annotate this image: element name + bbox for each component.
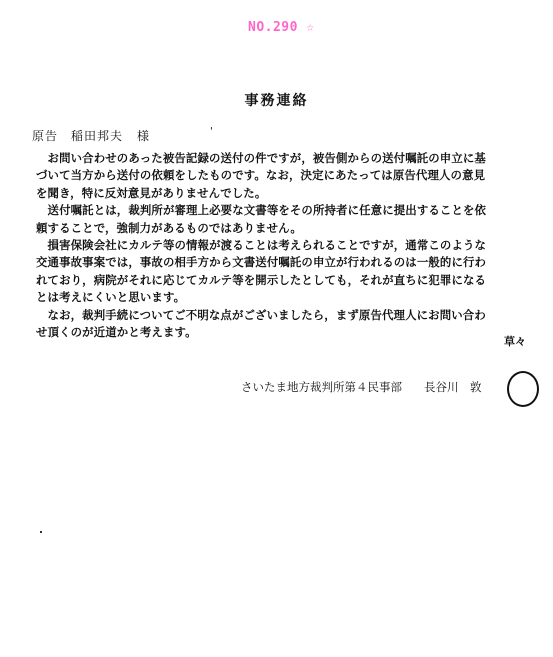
speck-mark: [40, 531, 42, 533]
closing-salutation: 草々: [504, 335, 526, 348]
signature-block: [241, 379, 482, 395]
judge-name: 長谷川 敦: [424, 380, 482, 394]
body-line: とは考えにくいと思います。: [36, 290, 186, 305]
body-line: づいて当方から送付の依頼をしたものです。なお，決定にあたっては原告代理人の意見: [36, 168, 486, 183]
body-line: 損害保険会社にカルテ等の情報が渡ることは考えられることですが，通常このような: [36, 238, 487, 253]
body-line: 送付嘱託とは，裁判所が審理上必要な文書等をその所持者に任意に提出することを依: [36, 203, 487, 218]
body-line: お問い合わせのあった被告記録の送付の件ですが，被告側からの送付嘱託の申立に基: [36, 151, 486, 165]
stray-mark: ': [210, 126, 213, 137]
document-title: 事務連絡: [244, 93, 309, 109]
body-line: 頼することで，強制力があるものではありません。: [36, 220, 302, 235]
addressee-name: 原告 稲田邦夫: [32, 129, 124, 143]
letter-body: [36, 150, 532, 341]
addressee: [32, 127, 150, 144]
body-line: せ頂くのが近道かと考えます。: [36, 325, 197, 340]
document-number-stamp: NO.290 ☆: [248, 20, 315, 35]
court-name: さいたま地方裁判所第４民事部: [241, 380, 402, 394]
body-line: れており，病院がそれに応じてカルテ等を開示したとしても，それが直ちに犯罪になる: [36, 272, 487, 287]
body-line: を聞き，特に反対意見がありませんでした。: [36, 185, 267, 200]
addressee-honorific: 様: [137, 129, 151, 143]
body-line: なお，裁判手続についてご不明な点がございましたら，まず原告代理人にお問い合わ: [36, 307, 486, 322]
personal-seal: [507, 371, 539, 407]
body-line: 交通事故事案では，事故の相手方から文書送付嘱託の申立が行われるのは一般的に行わ: [36, 255, 487, 270]
